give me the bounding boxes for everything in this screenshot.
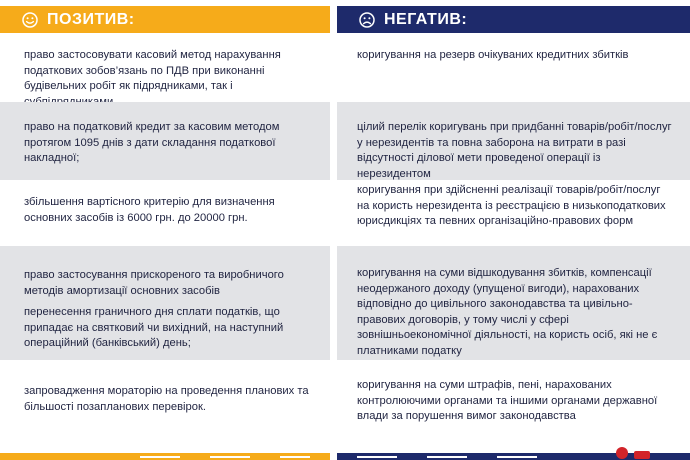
negative-item-text: коригування на резерв очікуваних кредитних збитків xyxy=(357,49,629,61)
positive-item-text: перенесення граничного дня сплати податків, що припадає на святковий чи вихідний, на наступний операційний (банківський) день; xyxy=(24,306,284,349)
frown-icon xyxy=(359,12,375,28)
negative-column xyxy=(337,0,690,460)
positive-column xyxy=(0,0,330,460)
divider xyxy=(357,456,397,458)
negative-item-text: коригування на суми штрафів, пені, нарахованих контролюючими органами та іншими органами державної влади за порушення вимог законодавства xyxy=(357,379,658,422)
positive-item-text: право на податковий кредит за касовим методом протягом 1095 днів з дати складання податкової накладної; xyxy=(24,121,280,164)
positive-footer-bar xyxy=(0,453,330,460)
negative-row-1 xyxy=(337,34,690,102)
positive-row-2 xyxy=(0,102,330,180)
positive-row-1 xyxy=(0,34,330,102)
negative-item-text: коригування при здійсненні реалізації товарів/робіт/послуг на користь нерезидента із реєстрацією в низькоподаткових юрисдикціях та певних організаційно-правових форм xyxy=(357,184,666,227)
negative-item-text: коригування на суми відшкодування збитків, компенсації неодержаного доходу (упущеної вигоди), нарахованих відповідно до цивільного законодавства та цивільно-правових договорів, у тому числі у сфері зовнішньоекономічної діяльності, на користь осіб, які не є платниками податку xyxy=(357,267,658,357)
negative-item-text: цілий перелік коригувань при придбанні товарів/робіт/послуг у нерезидентів та повна заборона на витрати в разі відсутності ділової мети проведеної операції із нерезидентом xyxy=(357,121,672,180)
divider xyxy=(427,456,467,458)
positive-item-text: право застосування прискореного та виробничого методів амортизації основних засобів xyxy=(24,269,284,297)
positive-row-4 xyxy=(0,246,330,360)
positive-row-5 xyxy=(0,360,330,453)
positive-header xyxy=(0,6,330,33)
positive-title: ПОЗИТИВ: xyxy=(47,10,135,28)
negative-row-3 xyxy=(337,180,690,246)
negative-row-5 xyxy=(337,360,690,453)
logo-icon xyxy=(616,447,628,459)
positive-item-text: запровадження мораторію на проведення планових та більшості позапланових перевірок. xyxy=(24,385,309,413)
positive-row-3 xyxy=(0,180,330,246)
logo-icon xyxy=(634,451,650,459)
divider xyxy=(140,456,180,458)
divider xyxy=(280,456,310,458)
positive-item-text: право застосовувати касовий метод нарахування податкових зобов’язань по ПДВ при виконанні будівельних робіт як підрядниками, так і xyxy=(24,49,281,92)
negative-row-4 xyxy=(337,246,690,360)
divider xyxy=(210,456,250,458)
negative-row-2 xyxy=(337,102,690,180)
negative-header xyxy=(337,6,690,33)
smile-icon xyxy=(22,12,38,28)
positive-item-text: збільшення вартісного критерію для визначення основних засобів із 6000 грн. до 20000 грн. xyxy=(24,196,275,224)
negative-title: НЕГАТИВ: xyxy=(384,10,468,28)
divider xyxy=(497,456,537,458)
